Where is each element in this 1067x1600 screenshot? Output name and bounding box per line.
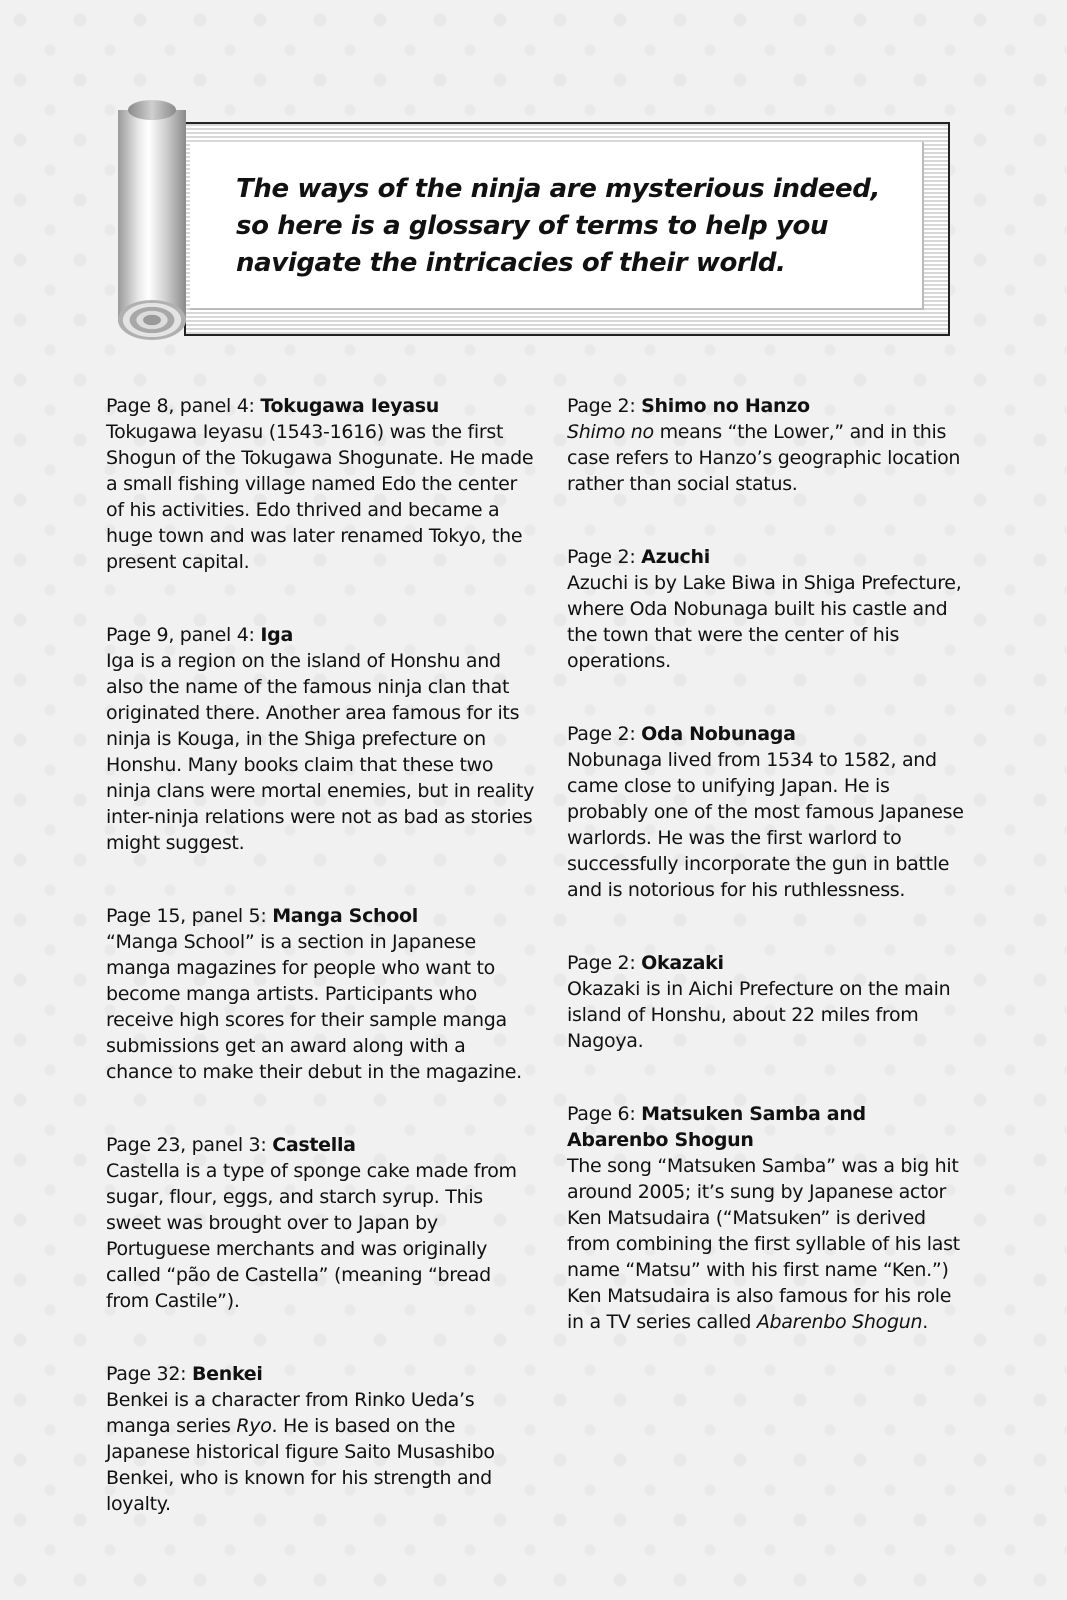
entry-definition: Tokugawa Ieyasu (1543-1616) was the first Shogun of the Tokugawa Shogunate. He made a small fishing village named Edo the center of his activities. Edo thrived and became a huge town and was later renamed Tokyo, the present capital. xyxy=(106,421,534,573)
entry-page-ref: Page 9, panel 4: xyxy=(106,624,261,646)
entry-term: Tokugawa Ieyasu xyxy=(260,395,439,417)
entry-term: Castella xyxy=(272,1134,356,1156)
entry-page-ref: Page 23, panel 3: xyxy=(106,1134,273,1156)
entry-page-ref: Page 8, panel 4: xyxy=(106,395,261,417)
glossary-entry-castella xyxy=(106,1132,536,1314)
entry-definition xyxy=(567,1153,967,1335)
entry-heading xyxy=(567,393,967,419)
entry-term: Shimo no Hanzo xyxy=(641,395,810,417)
intro-line-3: navigate the intricacies of their world. xyxy=(236,248,786,278)
entry-definition: Castella is a type of sponge cake made from sugar, flour, eggs, and starch syrup. This sweet was brought over to Japan by Portuguese merchants and was originally called “pão de Castella” (meaning “bread from Castile”). xyxy=(106,1160,517,1312)
entry-heading xyxy=(567,950,967,976)
entry-page-ref: Page 32: xyxy=(106,1363,192,1385)
glossary-entry-benkei xyxy=(106,1361,536,1517)
entry-definition xyxy=(567,419,967,497)
entry-term: Oda Nobunaga xyxy=(641,723,796,745)
definition-text: Benkei is a character from Rinko Ueda’s manga series xyxy=(106,1389,475,1437)
entry-definition: Okazaki is in Aichi Prefecture on the main island of Honshu, about 22 miles from Nagoya. xyxy=(567,978,951,1052)
entry-page-ref: Page 15, panel 5: xyxy=(106,905,273,927)
glossary-right-column xyxy=(567,393,967,1382)
entry-heading xyxy=(567,544,967,570)
entry-page-ref: Page 2: xyxy=(567,395,642,417)
definition-italic: Ryo xyxy=(236,1415,272,1437)
glossary-entry-matsuken-samba xyxy=(567,1101,967,1335)
entry-term: Matsuken Samba and Abarenbo Shogun xyxy=(567,1103,866,1151)
entry-page-ref: Page 2: xyxy=(567,723,642,745)
definition-text: . xyxy=(922,1311,928,1333)
entry-heading xyxy=(106,1361,536,1387)
entry-term: Benkei xyxy=(191,1363,263,1385)
definition-text: means “the Lower,” and in this case refers to Hanzo’s geographic location rather than social status. xyxy=(567,421,961,495)
entry-term: Okazaki xyxy=(641,952,724,974)
entry-definition: Nobunaga lived from 1534 to 1582, and came close to unifying Japan. He is probably one of the most famous Japanese warlords. He was the first warlord to successfully incorporate the gun in battle and is notorious for his ruthlessness. xyxy=(567,749,964,901)
glossary-entry-iga xyxy=(106,622,536,856)
entry-term: Manga School xyxy=(272,905,418,927)
entry-heading xyxy=(106,1132,536,1158)
definition-text: The song “Matsuken Samba” was a big hit around 2005; it’s sung by Japanese actor Ken Matsudaira (“Matsuken” is derived from combining the first syllable of his last name “Matsu” with his first name “Ken.”) Ken Matsudaira is also famous for his role in a TV series called xyxy=(567,1155,960,1333)
definition-text: . He is based on the Japanese historical figure Saito Musashibo Benkei, who is known for his strength and loyalty. xyxy=(106,1415,495,1515)
entry-term: Iga xyxy=(260,624,293,646)
entry-definition: “Manga School” is a section in Japanese manga magazines for people who want to become manga artists. Participants who receive high scores for their sample manga submissions get an award along with a chance to make their debut in the magazine. xyxy=(106,931,522,1083)
entry-heading xyxy=(106,622,536,648)
entry-heading xyxy=(567,721,967,747)
scroll-roller-icon xyxy=(118,100,186,340)
entry-definition: Iga is a region on the island of Honshu and also the name of the famous ninja clan that originated there. Another area famous for its ninja is Kouga, in the Shiga prefecture on Honshu. Many books claim that these two ninja clans were mortal enemies, but in reality inter-ninja relations were not as bad as stories might suggest. xyxy=(106,650,535,854)
glossary-entry-shimo-no-hanzo xyxy=(567,393,967,497)
glossary-entry-tokugawa-ieyasu xyxy=(106,393,536,575)
definition-italic: Shimo no xyxy=(567,421,654,443)
entry-definition xyxy=(106,1387,536,1517)
intro-text xyxy=(236,171,926,282)
intro-line-1: The ways of the ninja are mysterious indeed, xyxy=(236,174,880,204)
glossary-entry-azuchi xyxy=(567,544,967,674)
intro-line-2: so here is a glossary of terms to help you xyxy=(236,211,829,241)
entry-definition: Azuchi is by Lake Biwa in Shiga Prefecture, where Oda Nobunaga built his castle and the town that were the center of his operations. xyxy=(567,572,962,672)
entry-page-ref: Page 6: xyxy=(567,1103,642,1125)
definition-italic: Abarenbo Shogun xyxy=(756,1311,923,1333)
entry-heading xyxy=(106,393,536,419)
entry-heading xyxy=(106,903,536,929)
entry-heading xyxy=(567,1101,967,1153)
entry-term: Azuchi xyxy=(641,546,710,568)
entry-page-ref: Page 2: xyxy=(567,546,642,568)
glossary-entry-manga-school xyxy=(106,903,536,1085)
entry-page-ref: Page 2: xyxy=(567,952,642,974)
glossary-entry-oda-nobunaga xyxy=(567,721,967,903)
glossary-left-column xyxy=(106,393,536,1564)
glossary-entry-okazaki xyxy=(567,950,967,1054)
